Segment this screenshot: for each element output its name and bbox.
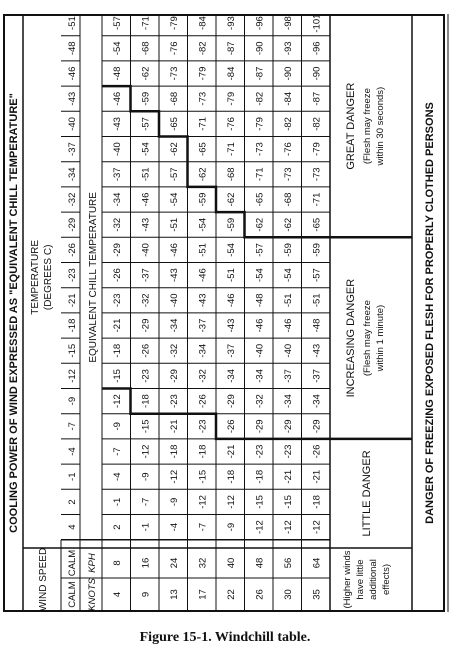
chill-value: -71 (225, 142, 237, 156)
chill-value: -23 (140, 369, 152, 383)
chill-value: -46 (111, 91, 123, 106)
chill-value: -29 (311, 419, 323, 434)
chill-value: -21 (282, 469, 294, 484)
chill-value: -62 (225, 192, 237, 207)
chill-value: -65 (168, 117, 180, 131)
knots-value: 13 (168, 589, 180, 600)
chill-value: -73 (197, 91, 209, 106)
temperature-value: -40 (67, 117, 78, 131)
chill-value: -73 (311, 167, 323, 182)
chill-value: -34 (282, 394, 294, 408)
chill-value: -26 (111, 268, 123, 282)
temperature-value: -12 (67, 369, 78, 383)
chill-value: -43 (111, 117, 123, 131)
chill-value: -68 (140, 41, 152, 56)
chill-value: -51 (197, 243, 209, 257)
knots-label: KNOTS (87, 578, 98, 611)
chill-value: -12 (140, 444, 152, 459)
chill-value: -46 (168, 243, 180, 257)
great-danger-note: (Flesh may freeze (362, 88, 373, 165)
chill-value: -18 (254, 469, 266, 484)
chill-value: -57 (168, 167, 180, 182)
chill-value: -62 (168, 142, 180, 156)
chill-value: -73 (254, 142, 266, 156)
higher-winds-note: have little (355, 559, 366, 600)
chill-value: -79 (254, 117, 266, 131)
chill-value: -34 (225, 369, 237, 383)
chill-value: -12 (311, 520, 323, 534)
chill-value: -32 (197, 369, 209, 383)
chill-value: -32 (254, 394, 266, 408)
chill-value: -82 (254, 91, 266, 106)
chill-value: -48 (111, 66, 123, 81)
kph-value: 24 (168, 557, 180, 569)
temperature-value: -37 (67, 142, 78, 156)
chill-value: -40 (282, 343, 294, 358)
temperature-value: -48 (67, 41, 78, 56)
chill-value: -101 (311, 13, 323, 33)
chill-value: -43 (311, 343, 323, 358)
chill-value: -32 (168, 343, 180, 358)
temperature-value: -43 (67, 91, 78, 106)
chill-value: -1 (111, 497, 123, 507)
chill-value: -65 (311, 217, 323, 232)
chill-value: -76 (282, 142, 294, 156)
chill-value: -90 (282, 66, 294, 81)
chill-value: -68 (225, 167, 237, 182)
knots-value: 30 (282, 589, 294, 600)
chill-value: -29 (111, 243, 123, 257)
chill-value: -37 (140, 268, 152, 282)
chill-value: -9 (140, 472, 152, 481)
temperature-value: -51 (67, 16, 78, 30)
higher-winds-note: effects) (381, 564, 392, 595)
chill-value: -23 (111, 293, 123, 308)
chill-value: -18 (225, 469, 237, 484)
chill-value: -9 (168, 497, 180, 507)
chill-value: -26 (140, 343, 152, 358)
chill-value: -54 (111, 41, 123, 56)
chill-value: -98 (282, 16, 294, 30)
chill-value: -29 (225, 394, 237, 408)
calm-kph: CALM (67, 549, 78, 577)
chill-value: -15 (254, 495, 266, 509)
chill-value: -26 (197, 394, 209, 408)
chill-value: -57 (254, 243, 266, 257)
knots-value: 35 (311, 589, 323, 600)
chill-value: -7 (197, 522, 209, 532)
temperature-value: -15 (67, 343, 78, 358)
table-footer: DANGER OF FREEZING EXPOSED FLESH FOR PROPERLY CLOTHED PERSONS (424, 102, 436, 524)
knots-value: 22 (225, 589, 237, 600)
chill-value: -93 (282, 41, 294, 56)
increasing-danger-note: within 1 minute) (375, 304, 386, 372)
chill-value: -40 (111, 142, 123, 156)
chill-value: -12 (197, 495, 209, 509)
calm-knots: CALM (67, 581, 78, 608)
chill-value: -57 (111, 16, 123, 30)
chill-value: -12 (254, 520, 266, 534)
chill-value: -46 (254, 318, 266, 333)
knots-value: 17 (197, 589, 209, 600)
chill-value: -29 (168, 369, 180, 383)
chill-value: -37 (111, 167, 123, 182)
temperature-value: -23 (67, 268, 78, 282)
chill-value: -54 (254, 268, 266, 282)
chill-value: -51 (282, 293, 294, 308)
chill-value: -34 (197, 343, 209, 358)
chill-value: -79 (197, 66, 209, 81)
chill-value: -54 (168, 192, 180, 207)
temperature-value: -18 (67, 318, 78, 333)
chill-value: -21 (168, 419, 180, 434)
kph-label: KPH (87, 553, 98, 573)
chill-value: -43 (197, 293, 209, 308)
chill-value: -96 (254, 16, 266, 30)
figure-caption: Figure 15-1. Windchill table. (139, 630, 311, 645)
chill-value: -46 (225, 293, 237, 308)
chill-value: -26 (311, 444, 323, 459)
chill-value: -18 (168, 444, 180, 459)
chill-value: -84 (225, 66, 237, 81)
chill-value: -59 (225, 217, 237, 232)
chill-value: -57 (140, 117, 152, 131)
great-danger-note: within 30 seconds) (375, 86, 386, 166)
chill-value: -37 (282, 369, 294, 383)
chill-value: -68 (168, 91, 180, 106)
kph-value: 40 (225, 557, 237, 569)
chill-value: -68 (282, 192, 294, 207)
chill-value: -34 (168, 318, 180, 333)
chill-value: -48 (254, 293, 266, 308)
chill-value: -54 (225, 243, 237, 257)
kph-value: 32 (197, 557, 209, 569)
little-danger-label: LITTLE DANGER (361, 450, 373, 537)
chill-value: -9 (225, 522, 237, 532)
temperature-value: -1 (67, 472, 78, 481)
chill-value: -65 (254, 192, 266, 207)
chill-value: -71 (140, 16, 152, 30)
chill-value: -90 (311, 66, 323, 81)
wind-speed-label: WIND SPEED (38, 547, 49, 612)
chill-value: -51 (311, 293, 323, 308)
temperature-value: -46 (67, 66, 78, 81)
chill-value: -9 (111, 422, 123, 431)
chill-value: -73 (282, 167, 294, 182)
chill-value: -76 (225, 117, 237, 131)
temperature-value: 2 (67, 499, 78, 505)
chill-value: -51 (140, 167, 152, 182)
chill-value: -34 (254, 369, 266, 383)
chill-value: -18 (140, 394, 152, 408)
chill-value: -76 (168, 41, 180, 56)
temperature-value: -21 (67, 293, 78, 308)
increasing-danger-note: (Flesh may freeze (362, 300, 373, 377)
chill-value: -71 (311, 192, 323, 207)
chill-value: -79 (311, 142, 323, 156)
chill-value: -46 (140, 192, 152, 207)
temperature-value: -29 (67, 217, 78, 232)
higher-winds-note: (Higher winds (342, 550, 353, 609)
chill-value: -93 (225, 16, 237, 30)
chill-value: -18 (197, 444, 209, 459)
chill-value: -54 (282, 268, 294, 282)
table-title: COOLING POWER OF WIND EXPRESSED AS "EQUIVALENT CHILL TEMPERATURE" (8, 93, 20, 533)
chill-value: -54 (140, 142, 152, 156)
chill-value: -12 (111, 394, 123, 408)
chill-value: -79 (225, 91, 237, 106)
chill-value: -12 (225, 495, 237, 509)
chill-value: -26 (225, 419, 237, 434)
higher-winds-note: additional (368, 559, 379, 600)
chill-value: -34 (311, 394, 323, 408)
chill-value: -43 (168, 268, 180, 282)
chill-value: -40 (140, 243, 152, 257)
chill-value: -7 (111, 447, 123, 456)
chill-value: -57 (311, 268, 323, 282)
chill-value: -37 (311, 369, 323, 383)
chill-value: -4 (111, 472, 123, 481)
chill-value: -96 (311, 41, 323, 56)
chill-value: -82 (282, 117, 294, 131)
chill-value: -29 (254, 419, 266, 434)
temperature-label: TEMPERATURE (30, 239, 41, 315)
chill-value: -37 (197, 318, 209, 333)
chill-value: -7 (140, 497, 152, 507)
chill-value: -82 (197, 41, 209, 56)
chill-value: 2 (111, 524, 123, 530)
chill-value: -23 (197, 419, 209, 434)
chill-value: -37 (225, 343, 237, 358)
kph-value: 56 (282, 557, 294, 569)
chill-value: -15 (282, 495, 294, 509)
chill-value: -43 (225, 318, 237, 333)
chill-value: -23 (254, 444, 266, 459)
kph-value: 8 (111, 560, 123, 566)
chill-value: -40 (254, 343, 266, 358)
chill-value: -87 (225, 41, 237, 56)
chill-value: -59 (197, 192, 209, 207)
chill-value: -62 (197, 167, 209, 182)
knots-value: 4 (111, 591, 123, 598)
temperature-value: 4 (67, 524, 78, 530)
chill-value: -51 (168, 217, 180, 232)
kph-value: 16 (140, 557, 152, 569)
chill-value: -51 (225, 268, 237, 282)
chill-value: -21 (225, 444, 237, 459)
temperature-value: -26 (67, 243, 78, 257)
great-danger-label: GREAT DANGER (345, 82, 357, 170)
chill-value: -15 (111, 369, 123, 383)
chill-value: -32 (140, 293, 152, 308)
chill-value: -87 (254, 66, 266, 81)
chill-value: -59 (311, 243, 323, 257)
chill-value: -23 (168, 394, 180, 408)
chill-value: -54 (197, 217, 209, 232)
temperature-unit: (DEGREES C) (43, 244, 54, 311)
chill-value: -71 (254, 167, 266, 182)
chill-value: -79 (168, 16, 180, 30)
chill-value: -71 (197, 117, 209, 131)
chill-value: -62 (254, 217, 266, 232)
chill-value: -87 (311, 91, 323, 106)
chill-value: -59 (140, 91, 152, 106)
kph-value: 48 (254, 557, 266, 569)
increasing-danger-label: INCREASING DANGER (345, 278, 357, 398)
knots-value: 26 (254, 589, 266, 600)
chill-value: -59 (282, 243, 294, 257)
knots-value: 9 (140, 591, 152, 598)
chill-value: -18 (311, 495, 323, 509)
chill-value: -90 (254, 41, 266, 56)
chill-value: -12 (282, 520, 294, 534)
chill-value: -23 (282, 444, 294, 459)
chill-value: -4 (168, 522, 180, 532)
temperature-value: -9 (67, 396, 78, 406)
chill-value: -12 (168, 469, 180, 484)
kph-value: 64 (311, 557, 323, 569)
chill-value: -62 (140, 66, 152, 81)
chill-value: -46 (197, 268, 209, 282)
chill-value: -84 (282, 91, 294, 106)
chill-value: -15 (197, 469, 209, 484)
chill-value: -82 (311, 117, 323, 131)
chill-value: -40 (168, 293, 180, 308)
chill-value: -46 (282, 318, 294, 333)
chill-value: -62 (282, 217, 294, 232)
temperature-value: -7 (67, 422, 78, 431)
chill-value: -48 (311, 318, 323, 333)
ect-label: EQUIVALENT CHILL TEMPERATURE (88, 192, 99, 363)
temperature-value: -34 (67, 167, 78, 182)
chill-value: -29 (140, 318, 152, 333)
chill-value: -18 (111, 343, 123, 358)
chill-value: -43 (140, 217, 152, 232)
chill-value: -32 (111, 217, 123, 232)
chill-value: -34 (111, 192, 123, 207)
chill-value: -84 (197, 16, 209, 30)
chill-value: -1 (140, 522, 152, 532)
chill-value: -73 (168, 66, 180, 81)
temperature-value: -32 (67, 192, 78, 207)
chill-value: -15 (140, 419, 152, 434)
chill-value: -29 (282, 419, 294, 434)
chill-value: -21 (311, 469, 323, 484)
chill-value: -65 (197, 142, 209, 156)
temperature-value: -4 (67, 447, 78, 456)
chill-value: -21 (111, 318, 123, 333)
